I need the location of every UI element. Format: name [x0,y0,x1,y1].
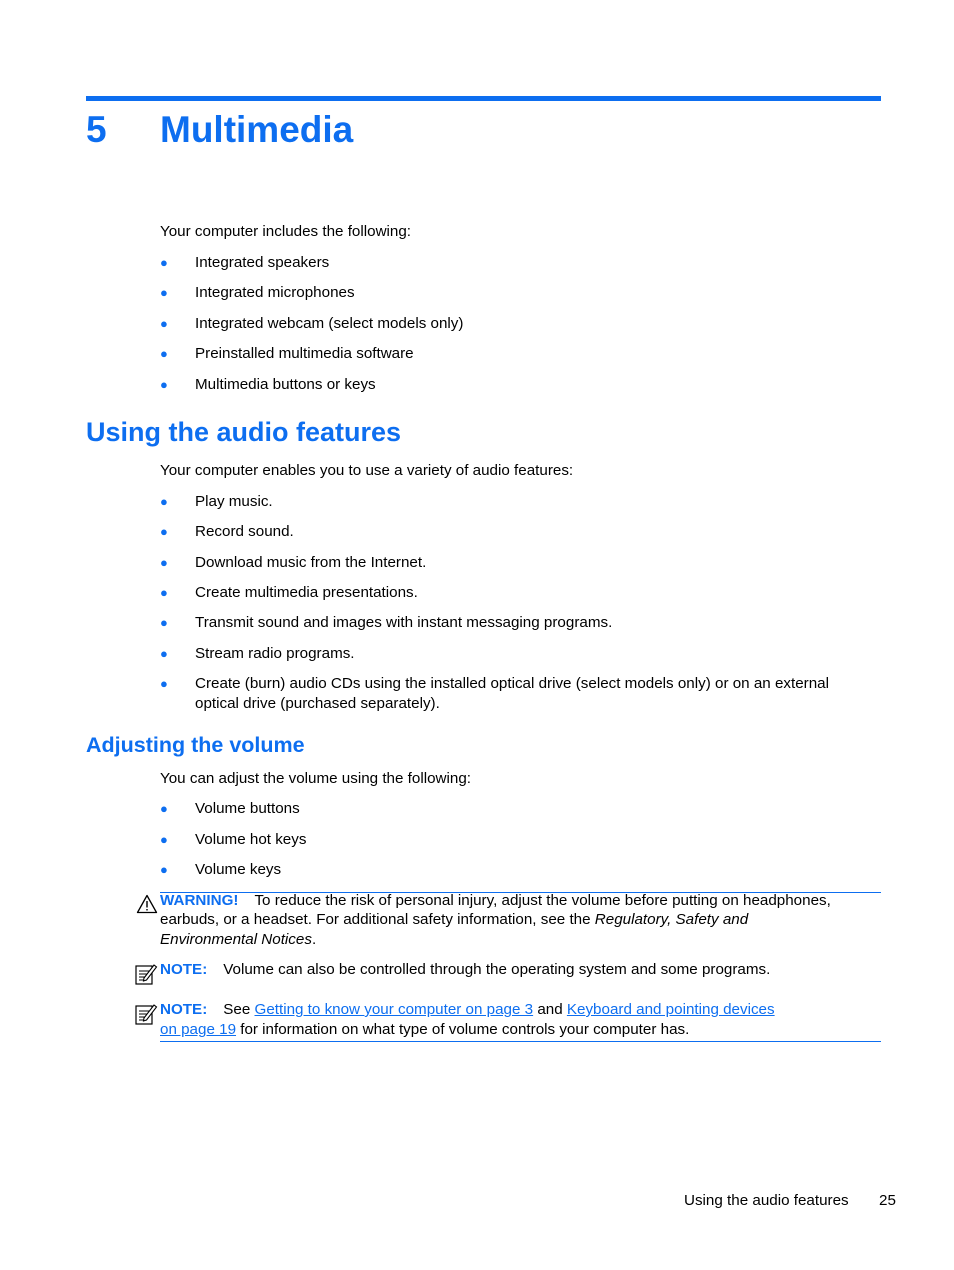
warning-line-2: earbuds, or a headset. For additional safety information, see the Regulatory, Safety and [160,911,749,928]
chapter-heading [86,106,353,154]
bullet: ● [160,346,168,361]
link-keyboard-pointing-page[interactable]: on page 19 [160,1021,237,1038]
bullet: ● [160,255,168,270]
note-2-line-1: NOTE: See Getting to know your computer on page 3 and Keyboard and pointing devices [160,1001,775,1018]
bullet: ● [160,377,168,392]
warning-line-1: WARNING! To reduce the risk of personal injury, adjust the volume before putting on headphones, [160,892,831,909]
audio-intro-text: Your computer enables you to use a variety of audio features: [160,462,574,479]
bullet: ● [160,832,168,847]
note-label: NOTE: [160,961,208,978]
bullet: ● [160,316,168,331]
bullet: ● [160,555,168,570]
section-heading: Using the audio features [86,417,402,447]
note-icon [134,962,158,986]
note-bottom-rule [160,1041,881,1042]
warning-label: WARNING! [160,892,239,909]
note-1: NOTE: Volume can also be controlled through the operating system and some programs. [160,961,771,978]
link-getting-to-know[interactable]: Getting to know your computer on page 3 [254,1001,534,1018]
note-2-line-2: on page 19 for information on what type of volume controls your computer has. [160,1021,690,1038]
bullet: ● [160,615,168,630]
link-keyboard-pointing[interactable]: Keyboard and pointing devices [566,1001,775,1018]
chapter-number: 5 [86,109,107,150]
warning-line-3: Environmental Notices. [160,931,317,948]
bullet: ● [160,585,168,600]
note-icon [134,1002,158,1026]
chapter-title: Multimedia [160,109,354,150]
bullet: ● [160,646,168,661]
bullet: ● [160,801,168,816]
chapter-rule [86,96,881,101]
bullet: ● [160,676,168,691]
volume-intro-text: You can adjust the volume using the following: [160,770,471,787]
bullet: ● [160,862,168,877]
intro-text: Your computer includes the following: [160,223,412,240]
bullet: ● [160,285,168,300]
footer-section-title: Using the audio features [684,1192,849,1209]
note-label: NOTE: [160,1001,208,1018]
bullet: ● [160,494,168,509]
page-number: 25 [879,1192,896,1209]
bullet: ● [160,524,168,539]
subsection-heading: Adjusting the volume [86,733,305,757]
warning-triangle-icon [136,894,158,914]
